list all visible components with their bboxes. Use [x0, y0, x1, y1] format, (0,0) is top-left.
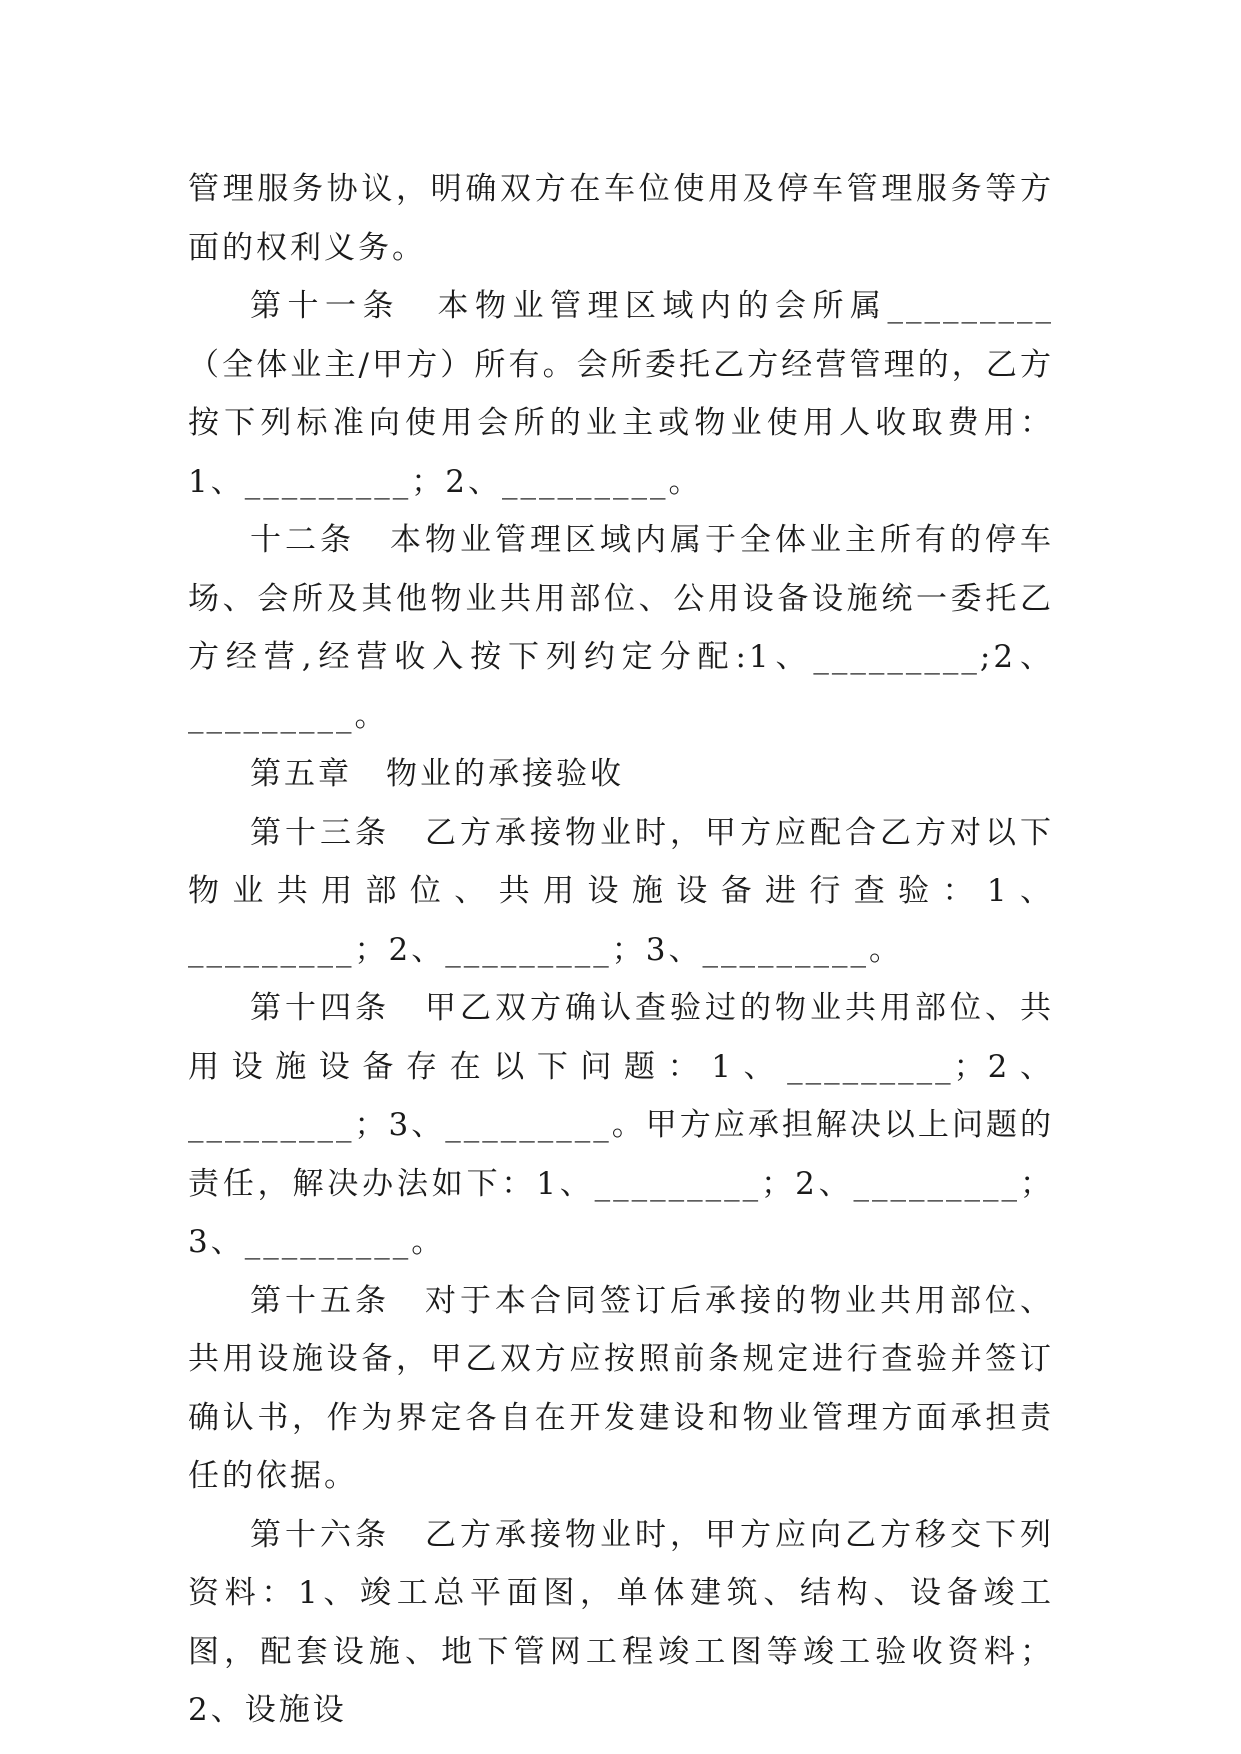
chapter-heading: 第五章 物业的承接验收 — [250, 756, 624, 792]
paragraph-article-13: 第十三条 乙方承接物业时，甲方应配合乙方对以下物业共用部位、共用设施设备进行查验：1、_________；2、_________；3、_________。 — [188, 814, 1054, 968]
paragraph-article-16: 第十六条 乙方承接物业时，甲方应向乙方移交下列资料：1、竣工总平面图，单体建筑、结构、设备竣工图，配套设施、地下管网工程竣工图等竣工验收资料；2、设施设 — [188, 1516, 1054, 1728]
paragraph-article-14: 第十四条 甲乙双方确认查验过的物业共用部位、共用设施设备存在以下问题：1、_________；2、_________；3、_________。甲方应承担解决以上问题的责任，解决办法如下：1、_________；2、_________；3、_________。 — [188, 990, 1054, 1260]
paragraph-article-15: 第十五条 对于本合同签订后承接的物业共用部位、共用设施设备，甲乙双方应按照前条规定进行查验并签订确认书，作为界定各自在开发建设和物业管理方面承担责任的依据。 — [188, 1282, 1054, 1494]
document-body — [188, 160, 1054, 1740]
paragraph-article-12: 十二条 本物业管理区域内属于全体业主所有的停车场、会所及其他物业共用部位、公用设备设施统一委托乙方经营,经营收入按下列约定分配:1、_________;2、_________。 — [188, 522, 1054, 734]
paragraph-continuation: 管理服务协议，明确双方在车位使用及停车管理服务等方面的权利义务。 — [188, 171, 1054, 266]
paragraph-article-11: 第十一条 本物业管理区域内的会所属_________（全体业主/甲方）所有。会所委托乙方经营管理的，乙方按下列标准向使用会所的业主或物业使用人收取费用：1、_________；2、_________。 — [188, 288, 1054, 500]
